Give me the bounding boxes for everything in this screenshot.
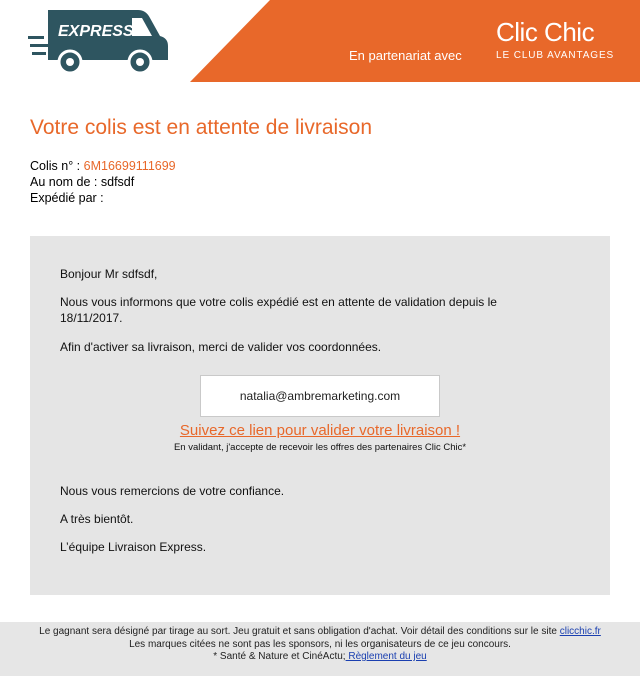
footer-line3 [0, 651, 640, 664]
activate-text: Afin d'activer sa livraison, merci de valider vos coordonnées. [60, 340, 382, 354]
info-text-line1: Nous vous informons que votre colis expédié est en attente de validation depuis le [60, 295, 497, 309]
greeting-text: Bonjour Mr sdfsdf, [60, 267, 158, 281]
validate-delivery-link[interactable]: Suivez ce lien pour valider votre livraison ! [179, 422, 461, 439]
email-field[interactable]: natalia@ambremarketing.com [200, 375, 440, 417]
recipient-row [30, 174, 176, 190]
parcel-number-value: 6M16699111699 [83, 159, 176, 173]
brand-name: Clic Chic [496, 17, 595, 47]
page-title: Votre colis est en attente de livraison [30, 116, 373, 139]
consent-note: En validant, j'accepte de recevoir les offres des partenaires Clic Chic* [173, 442, 467, 453]
header-banner [0, 0, 640, 82]
info-text-line2: 18/11/2017. [60, 311, 123, 325]
goodbye-text: A très bientôt. [60, 512, 134, 526]
footer-legal [0, 622, 640, 676]
partner-text: En partenariat avec [349, 48, 462, 63]
footer-line1 [0, 626, 640, 639]
signature-text: L’équipe Livraison Express. [60, 540, 207, 554]
sender-row [30, 190, 176, 206]
recipient-value: sdfsdf [100, 175, 135, 189]
footer-line1-text: Le gagnant sera désigné par tirage au sort. Jeu gratuit et sans obligation d'achat. Voir détail des conditions sur le site [39, 626, 560, 637]
rules-link[interactable]: Règlement du jeu [345, 651, 427, 662]
clicchic-link[interactable]: clicchic.fr [559, 626, 601, 637]
brand-logo[interactable] [496, 17, 615, 61]
thanks-text: Nous vous remercions de votre confiance. [60, 484, 285, 498]
message-panel [30, 236, 610, 595]
parcel-details [30, 158, 176, 206]
truck-label: EXPRESS [58, 23, 134, 40]
recipient-label: Au nom de : [30, 175, 101, 189]
sender-label: Expédié par : [30, 191, 104, 205]
footer-line3-text: * Santé & Nature et CinéActu; [213, 651, 346, 662]
parcel-number-label: Colis n° : [30, 159, 84, 173]
parcel-number-row [30, 158, 176, 174]
footer-line2: Les marques citées ne sont pas les sponsors, ni les organisateurs de ce jeu concours. [129, 638, 511, 650]
brand-subtitle: LE CLUB AVANTAGES [496, 50, 615, 61]
delivery-truck-icon [28, 6, 174, 76]
